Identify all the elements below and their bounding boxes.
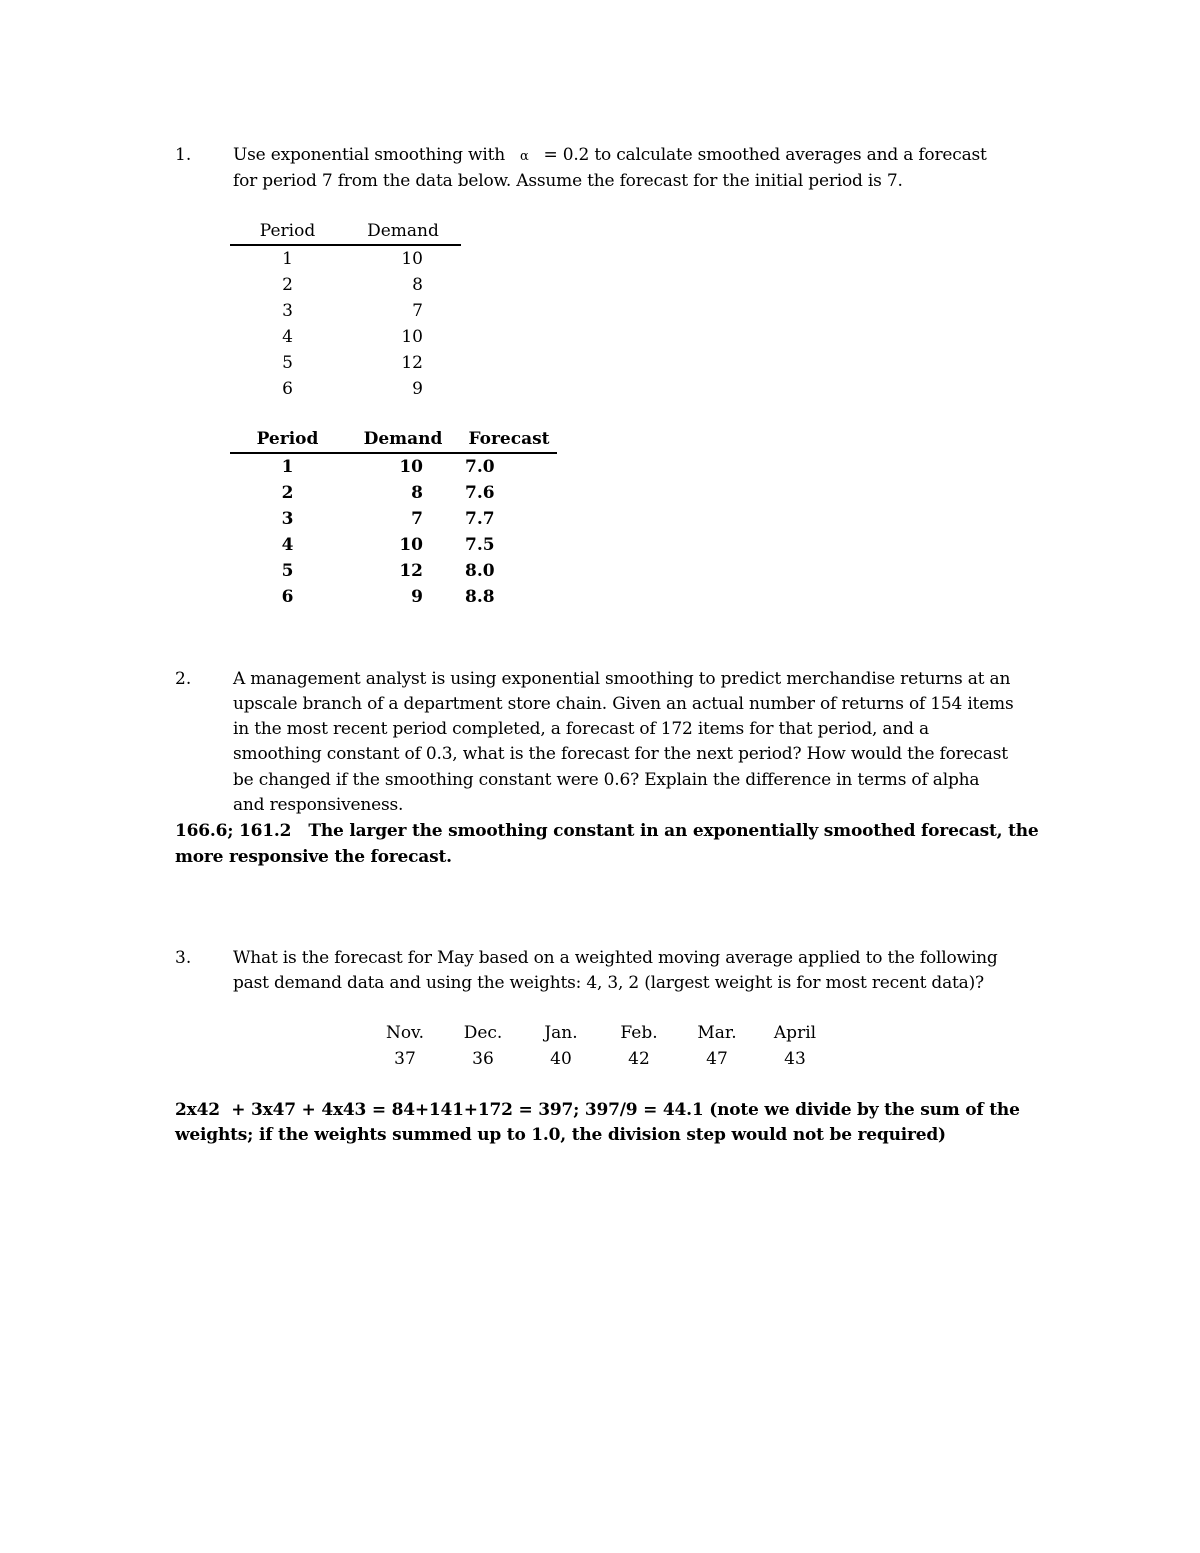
demand-cell: 9 — [411, 587, 423, 607]
period-cell: 6 — [281, 587, 294, 607]
month-value: 47 — [706, 1049, 728, 1069]
month-value: 36 — [472, 1049, 494, 1069]
table-header-period: Period — [230, 218, 345, 245]
demand-cell: 8 — [412, 275, 423, 295]
demand-cell: 10 — [401, 327, 423, 347]
table-header-period: Period — [230, 426, 345, 453]
demand-cell: 12 — [401, 353, 423, 373]
table-row — [230, 558, 557, 584]
table-row — [230, 532, 557, 558]
month-label: Nov. — [385, 1023, 425, 1043]
period-cell: 2 — [281, 483, 294, 503]
question-3-line: past demand data and using the weights: 4, 3, 2 (largest weight is for most recent data)? — [233, 973, 984, 993]
month-value-row — [366, 1046, 834, 1072]
month-label: Mar. — [697, 1023, 737, 1043]
month-value: 37 — [394, 1049, 416, 1069]
demand-cell: 10 — [401, 249, 423, 269]
table-row — [230, 506, 557, 532]
table-row — [230, 453, 557, 480]
month-value: 43 — [784, 1049, 806, 1069]
table-row — [230, 272, 461, 298]
demand-cell: 9 — [412, 379, 423, 399]
table-row — [230, 584, 557, 610]
table-header-demand: Demand — [345, 218, 461, 245]
period-cell: 4 — [281, 535, 294, 555]
period-cell: 5 — [281, 561, 294, 581]
period-cell: 1 — [281, 457, 294, 477]
month-label: April — [773, 1023, 817, 1043]
period-cell: 3 — [281, 509, 294, 529]
demand-cell: 12 — [399, 561, 423, 581]
demand-cell: 7 — [412, 301, 423, 321]
demand-cell: 7 — [411, 509, 423, 529]
period-cell: 1 — [282, 249, 293, 269]
question-2-line: smoothing constant of 0.3, what is the forecast for the next period? How would the forecast — [233, 744, 1008, 764]
demand-cell: 10 — [399, 457, 423, 477]
question-3-answer-line-1: 2x42 + 3x47 + 4x43 = 84+141+172 = 397; 397/9 = 44.1 (note we divide by the sum of the — [175, 1100, 1020, 1120]
month-value: 42 — [628, 1049, 650, 1069]
demand-cell: 10 — [399, 535, 423, 555]
forecast-cell: 8.0 — [465, 561, 495, 581]
forecast-cell: 7.5 — [465, 535, 495, 555]
alpha-symbol: α — [519, 149, 529, 164]
question-1-line-1 — [233, 142, 987, 170]
month-label: Feb. — [620, 1023, 658, 1043]
table-row — [230, 376, 461, 402]
question-1-text-after-alpha: = 0.2 to calculate smoothed averages and a forecast — [543, 145, 987, 165]
question-2-line: and responsiveness. — [233, 795, 404, 815]
question-2-line: A management analyst is using exponential smoothing to predict merchandise returns at an — [233, 669, 1011, 689]
demand-cell: 8 — [411, 483, 423, 503]
forecast-table — [230, 426, 557, 610]
question-1-line-2: for period 7 from the data below. Assume the forecast for the initial period is 7. — [233, 171, 903, 191]
period-cell: 2 — [282, 275, 293, 295]
question-3-number: 3. — [175, 948, 192, 968]
forecast-table-header — [230, 426, 557, 453]
forecast-cell: 8.8 — [465, 587, 495, 607]
table-row — [230, 480, 557, 506]
monthly-demand-table — [366, 1020, 834, 1072]
forecast-cell: 7.7 — [465, 509, 495, 529]
question-1-text-before-alpha: Use exponential smoothing with — [233, 145, 506, 165]
demand-table — [230, 218, 461, 402]
question-2-number: 2. — [175, 669, 192, 689]
question-2-answer-line-2: more responsive the forecast. — [175, 847, 452, 867]
period-cell: 5 — [282, 353, 293, 373]
question-2-line: in the most recent period completed, a forecast of 172 items for that period, and a — [233, 719, 929, 739]
question-3-answer-line-2: weights; if the weights summed up to 1.0, the division step would not be required) — [175, 1125, 946, 1145]
month-label: Dec. — [463, 1023, 503, 1043]
question-2-line: upscale branch of a department store chain. Given an actual number of returns of 154 items — [233, 694, 1014, 714]
period-cell: 6 — [282, 379, 293, 399]
month-label: Jan. — [544, 1023, 578, 1043]
table-header-forecast: Forecast — [461, 426, 557, 453]
question-1-number: 1. — [175, 145, 192, 165]
table-row — [230, 298, 461, 324]
forecast-cell: 7.0 — [465, 457, 495, 477]
table-header-demand: Demand — [345, 426, 461, 453]
table-row — [230, 324, 461, 350]
question-2-answer-line-1: 166.6; 161.2 The larger the smoothing constant in an exponentially smoothed forecast, the — [175, 821, 1039, 841]
forecast-cell: 7.6 — [465, 483, 495, 503]
question-3-line: What is the forecast for May based on a weighted moving average applied to the following — [233, 948, 998, 968]
period-cell: 3 — [282, 301, 293, 321]
table-row — [230, 245, 461, 272]
demand-table-header — [230, 218, 461, 245]
question-2-line: be changed if the smoothing constant were 0.6? Explain the difference in terms of alpha — [233, 770, 980, 790]
month-value: 40 — [550, 1049, 572, 1069]
month-header-row — [366, 1020, 834, 1046]
period-cell: 4 — [282, 327, 293, 347]
table-row — [230, 350, 461, 376]
